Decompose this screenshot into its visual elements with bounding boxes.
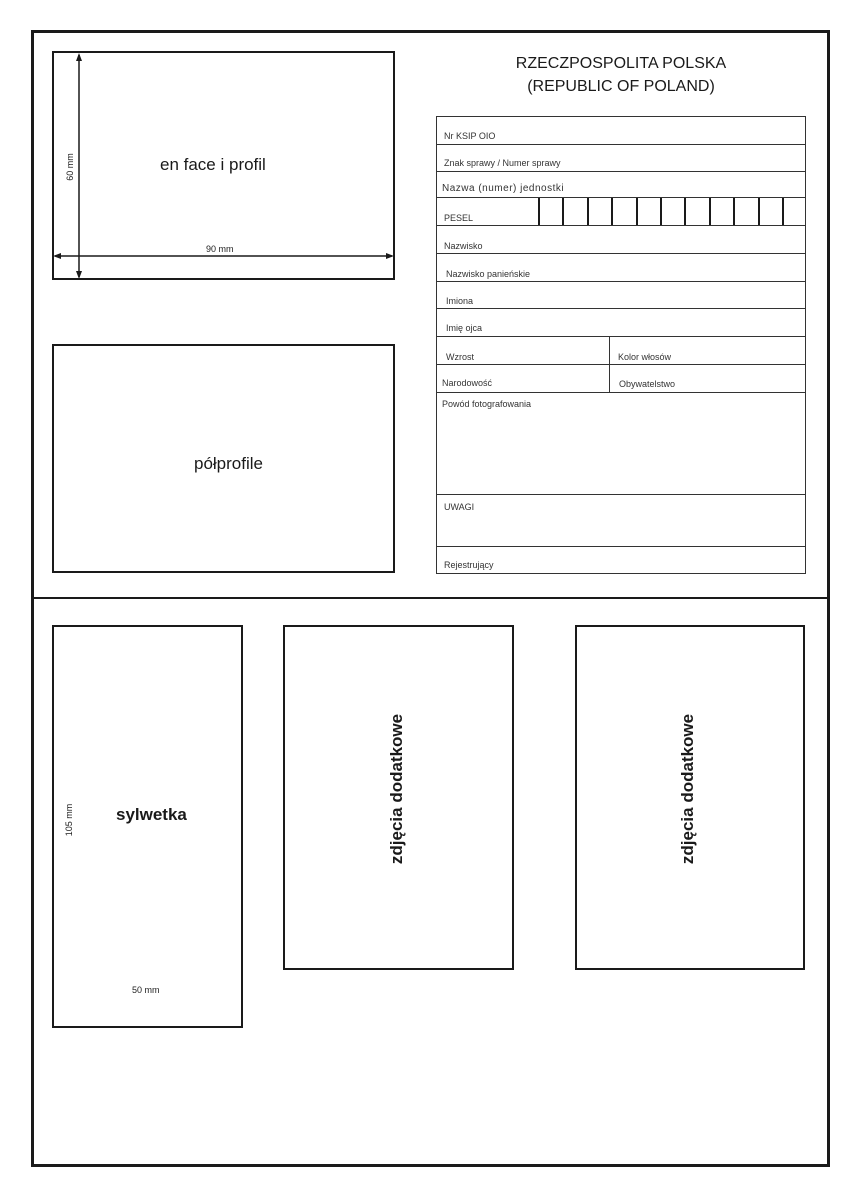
field-label-nazwisko-panienskie: Nazwisko panieńskie: [446, 269, 531, 279]
photo-label-en-face: en face i profil: [160, 155, 266, 174]
pesel-digit-box[interactable]: [660, 198, 684, 225]
field-label-obywatelstwo: Obywatelstwo: [619, 379, 676, 389]
pesel-digit-box[interactable]: [636, 198, 660, 225]
dim-label-105mm: 105 mm: [64, 803, 74, 837]
form-row-powod: [437, 393, 805, 495]
pesel-digit-box[interactable]: [562, 198, 586, 225]
dim-label-50mm: 50 mm: [132, 985, 160, 995]
form-row-imiona: [437, 282, 805, 309]
pesel-digit-box[interactable]: [782, 198, 806, 225]
form-row-nazwa-jednostki: [437, 172, 805, 198]
field-label-imiona: Imiona: [446, 296, 474, 306]
pesel-digit-box[interactable]: [538, 198, 562, 225]
field-label-uwagi: UWAGI: [444, 502, 475, 512]
photo-label-additional-1: zdjęcia dodatkowe: [387, 713, 406, 865]
registration-form: [436, 116, 806, 574]
form-row-narodowosc: [437, 365, 805, 393]
form-row-znak-sprawy: [437, 145, 805, 172]
field-label-nazwisko: Nazwisko: [444, 241, 483, 251]
field-label-rejestrujacy: Rejestrujący: [444, 560, 494, 570]
photo-box-polprofile: [52, 344, 395, 573]
pesel-digit-box[interactable]: [587, 198, 611, 225]
form-row-nr-ksip: [437, 117, 805, 145]
field-label-narodowosc: Narodowość: [442, 378, 493, 388]
dim-label-60mm: 60 mm: [65, 153, 75, 181]
form-row-imie-ojca: [437, 309, 805, 337]
field-label-imie-ojca: Imię ojca: [446, 323, 483, 333]
form-row-nazwisko-panienskie: [437, 254, 805, 282]
field-label-nr-ksip: Nr KSIP OIO: [444, 131, 496, 141]
pesel-digit-box[interactable]: [733, 198, 757, 225]
form-row-pesel: [437, 198, 805, 226]
pesel-digit-box[interactable]: [758, 198, 782, 225]
country-title-en: (REPUBLIC OF POLAND): [527, 78, 715, 95]
form-row-wzrost: [437, 337, 805, 365]
form-row-nazwisko: [437, 226, 805, 254]
field-label-powod: Powód fotografowania: [442, 399, 532, 409]
pesel-digit-box[interactable]: [709, 198, 733, 225]
photo-label-additional-2: zdjęcia dodatkowe: [678, 713, 697, 865]
photo-box-sylwetka: [52, 625, 243, 1028]
dim-label-90mm: 90 mm: [206, 244, 234, 254]
country-title: RZECZPOSPOLITA POLSKA: [515, 55, 727, 72]
pesel-digit-box[interactable]: [611, 198, 635, 225]
form-row-rejestrujacy: [437, 547, 805, 575]
photo-label-sylwetka: sylwetka: [116, 805, 187, 824]
field-label-znak-sprawy: Znak sprawy / Numer sprawy: [444, 158, 561, 168]
field-label-kolor-wlosow: Kolor włosów: [618, 352, 672, 362]
pesel-digit-box[interactable]: [684, 198, 708, 225]
form-row-uwagi: [437, 495, 805, 547]
field-label-nazwa-jednostki: Nazwa (numer) jednostki: [442, 183, 565, 194]
field-label-wzrost: Wzrost: [446, 352, 474, 362]
photo-label-polprofile: półprofile: [194, 454, 263, 473]
field-label-pesel: PESEL: [444, 213, 474, 223]
